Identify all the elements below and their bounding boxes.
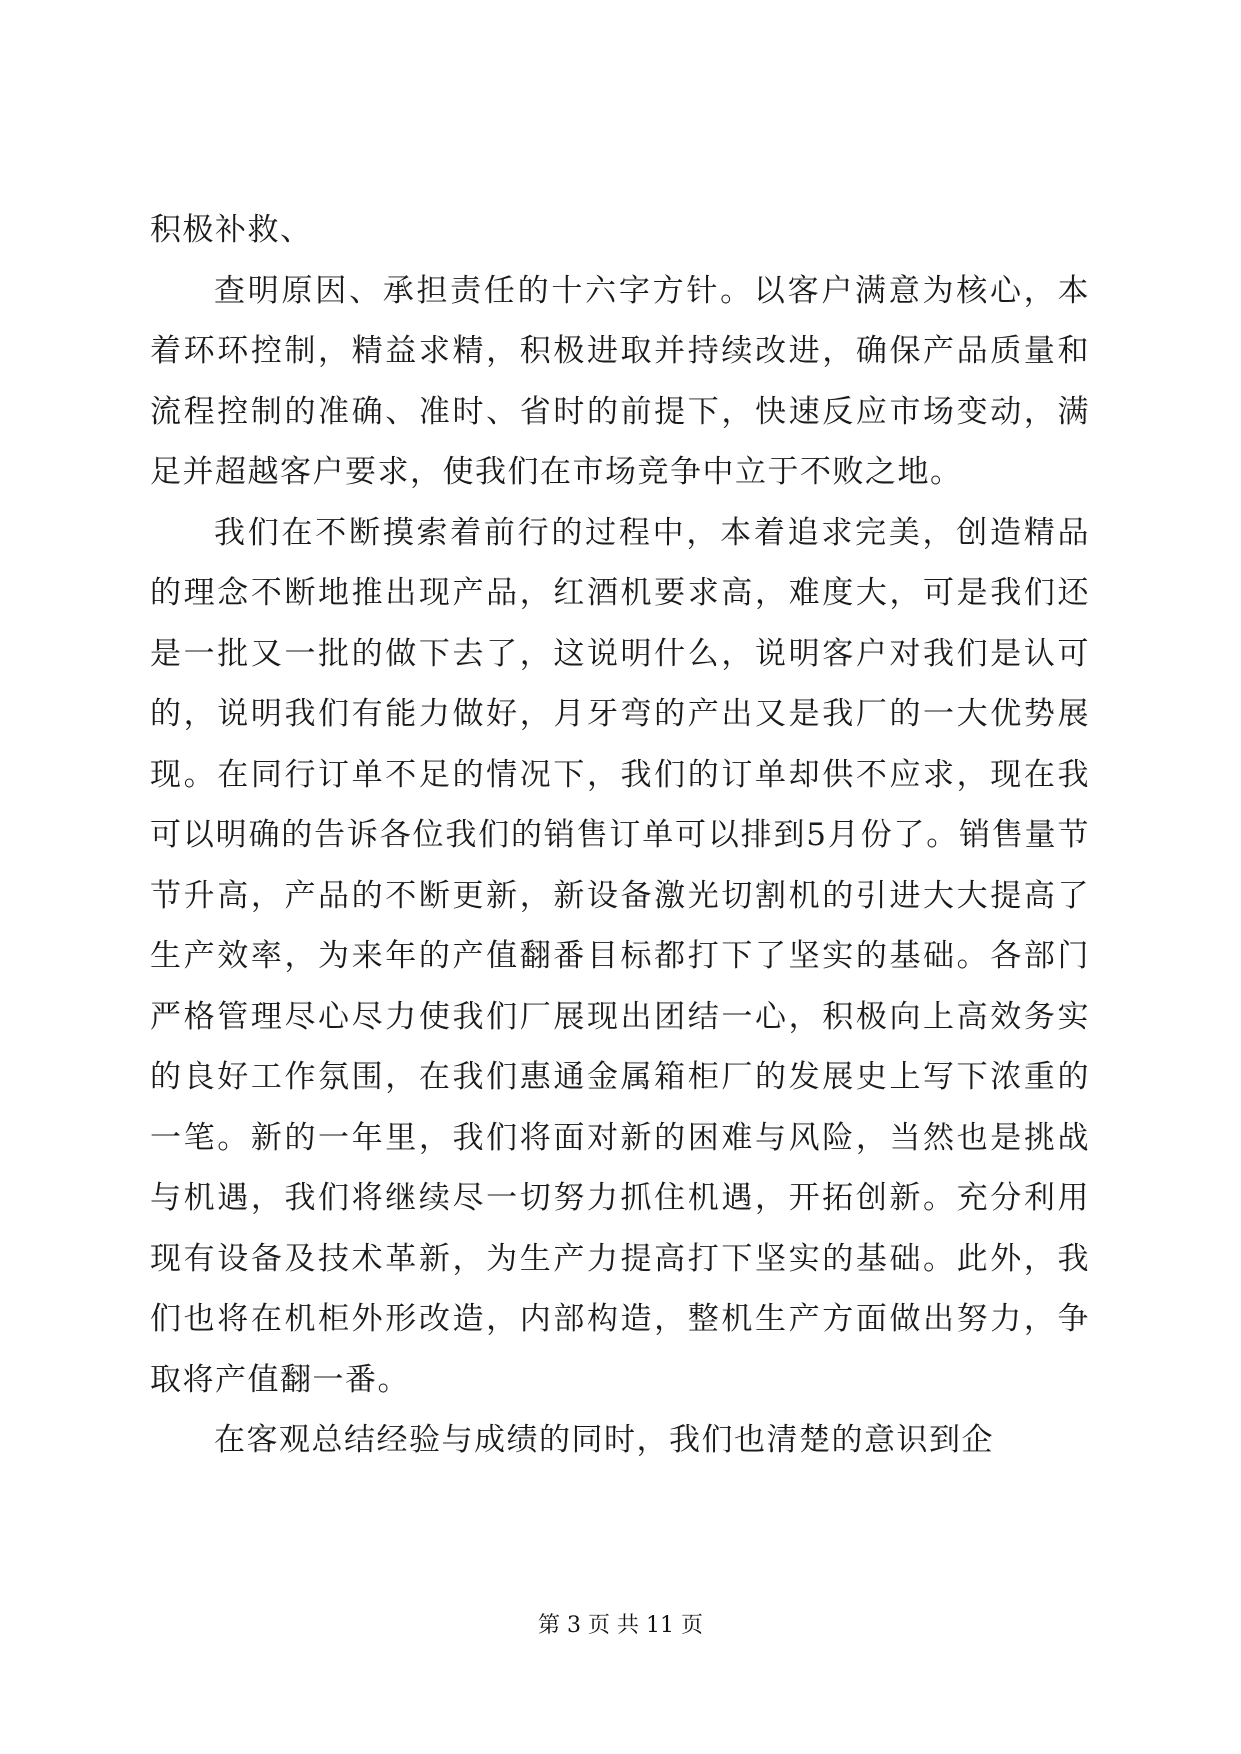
page-number-footer: 第 3 页 共 11 页 bbox=[538, 1613, 703, 1638]
paragraph-1: 积极补救、 bbox=[150, 212, 313, 248]
paragraph-4: 在客观总结经验与成绩的同时，我们也清楚的意识到企 bbox=[214, 1422, 994, 1458]
document-body bbox=[150, 200, 1090, 1471]
paragraph-2: 查明原因、承担责任的十六字方针。以客户满意为核心，本着环环控制，精益求精，积极进取并持续改进，确保产品质量和流程控制的准确、准时、省时的前提下，快速反应市场变动，满足并超越客户要求，使我们在市场竞争中立于不败之地。 bbox=[150, 272, 1090, 490]
paragraph-3: 我们在不断摸索着前行的过程中，本着追求完美，创造精品的理念不断地推出现产品，红酒机要求高，难度大，可是我们还是一批又一批的做下去了，这说明什么，说明客户对我们是认可的，说明我们有能力做好，月牙弯的产出又是我厂的一大优势展现。在同行订单不足的情况下，我们的订单却供不应求，现在我可以明确的告诉各位我们的销售订单可以排到5月份了。销售量节节升高，产品的不断更新，新设备激光切割机的引进大大提高了生产效率，为来年的产值翻番目标都打下了坚实的基础。各部门严格管理尽心尽力使我们厂展现出团结一心，积极向上高效务实的良好工作氛围，在我们惠通金属箱柜厂的发展史上写下浓重的一笔。新的一年里，我们将面对新的困难与风险，当然也是挑战与机遇，我们将继续尽一切努力抓住机遇，开拓创新。充分利用现有设备及技术革新，为生产力提高打下坚实的基础。此外，我们也将在机柜外形改造，内部构造，整机生产方面做出努力，争取将产值翻一番。 bbox=[150, 514, 1090, 1398]
